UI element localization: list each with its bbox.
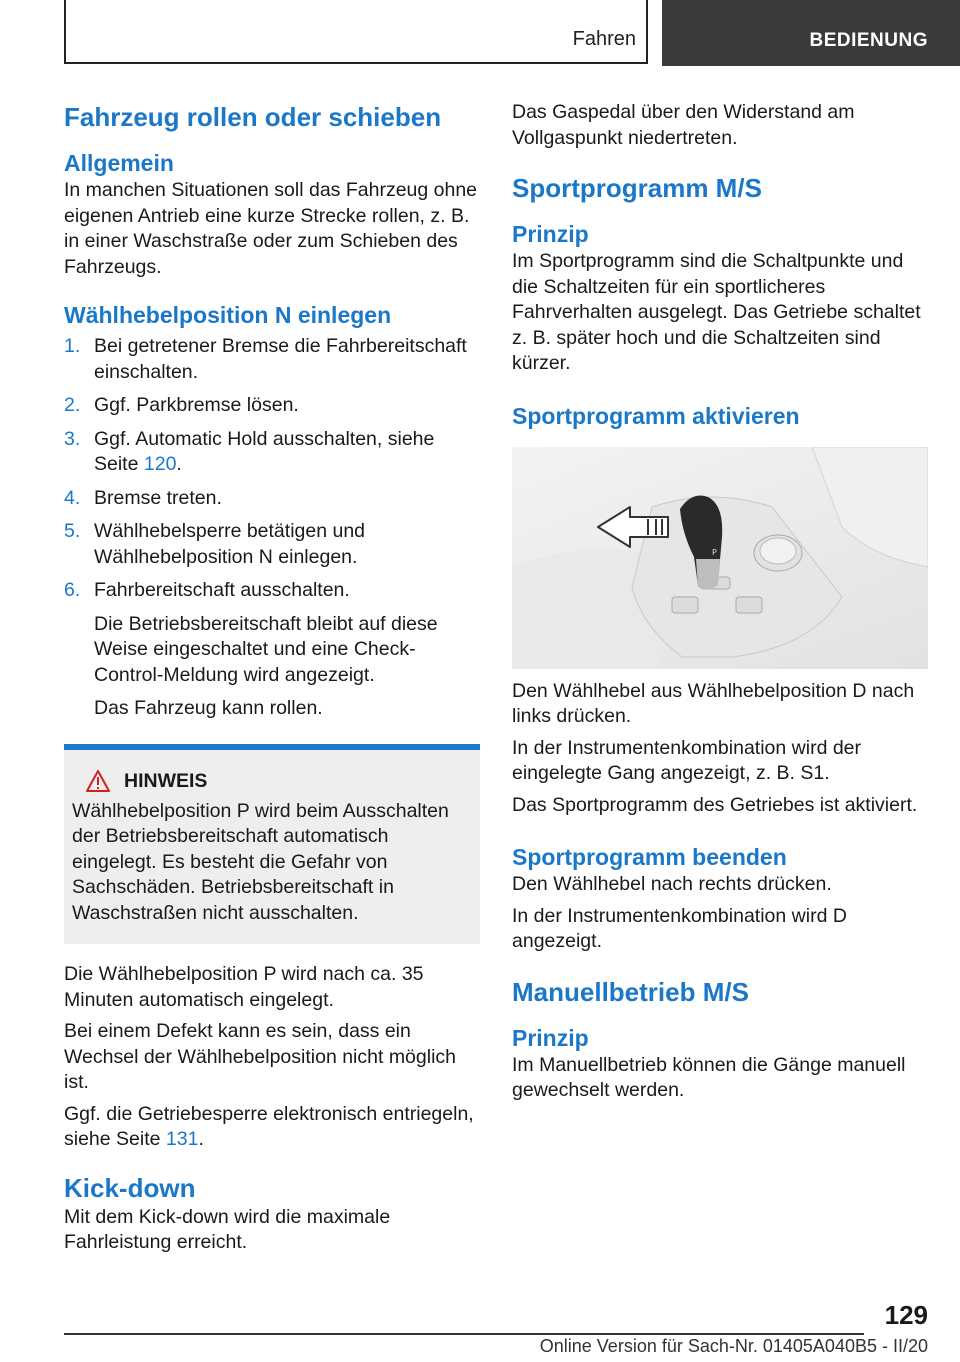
kickdown-heading: Kick-down [64,1172,196,1203]
activate-text-1: Den Wählhebel aus Wählhebelposition D nach links drücken. [512,679,915,727]
manual-text: Im Manuellbetrieb können die Gänge manuell gewechselt werden. [512,1053,906,1101]
steps-list [64,334,480,722]
intro-text: Das Gaspedal über den Widerstand am Vollgaspunkt niedertreten. [512,101,855,149]
list-item: 3. Ggf. Automatic Hold ausschalten, siehe Seite 120. [64,427,435,475]
gear-label: P [712,547,717,557]
list-item: 2. Ggf. Parkbremse lösen. [64,394,299,416]
activate-heading: Sportprogramm aktivieren [512,402,800,429]
page-link-120[interactable]: 120 [143,453,177,475]
notice-box [64,744,480,945]
step6-note: Die Betriebsbereitschaft bleibt auf diese Weise eingeschaltet und eine Check-Control-Meldung wird angezeigt. [94,612,438,686]
end-text-2: In der Instrumentenkombination wird D angezeigt. [512,904,847,952]
list-item: 6. Fahrbereitschaft ausschalten. Die Betriebsbereitschaft bleibt auf diese Weise eingeschaltet und eine Check-Control-Meldung wird angezeigt. Das Fahrzeug kann rollen. [64,578,480,722]
list-item: 4. Bremse treten. [64,486,222,509]
left-column [64,100,480,1256]
gear-selector-image [512,447,928,669]
defect-text: Bei einem Defekt kann es sein, dass ein Wechsel der Wählhebelposition nicht möglich ist. [64,1020,457,1093]
list-item: 1. Bei getretener Bremse die Fahrbereitschaft einschalten. [64,335,467,383]
principle-heading: Prinzip [512,221,589,247]
step6-note-2: Das Fahrzeug kann rollen. [94,697,323,719]
sport-heading: Sportprogramm M/S [512,173,762,203]
end-heading: Sportprogramm beenden [512,844,787,870]
activate-text-3: Das Sportprogramm des Getriebes ist aktiviert. [512,793,918,816]
warning-icon [86,770,110,792]
page-number: 129 [884,1300,928,1330]
general-heading: Allgemein [64,150,174,176]
notice-title: HINWEIS [124,769,208,792]
kickdown-text: Mit dem Kick-down wird die maximale Fahrleistung erreicht. [64,1205,391,1253]
section-title: Fahren [572,28,636,50]
auto-park-text: Die Wählhebelposition P wird nach ca. 35 Minuten automatisch eingelegt. [64,963,424,1011]
footer-version: Online Version für Sach-Nr. 01405A040B5 - II/20 [539,1336,928,1356]
list-item: 5. Wählhebelsperre betätigen und Wählhebelposition N einlegen. [64,520,366,568]
page-link-131[interactable]: 131 [165,1128,199,1150]
right-column [512,100,928,1104]
gear-selector-illustration [512,447,928,669]
notice-text: Wählhebelposition P wird beim Ausschalten der Betriebsbereitschaft automatisch eingelegt. Es besteht die Gefahr von Sachschäden. Betriebsbereitschaft in Waschstraßen nicht ausschalten. [72,799,449,924]
footer-divider [64,1333,864,1335]
neutral-heading: Wählhebelposition N einlegen [64,302,392,328]
chapter-tab[interactable]: BEDIENUNG [662,0,960,66]
principle-text: Im Sportprogramm sind die Schaltpunkte und die Schaltzeiten für ein sportlicheres Fahrverhalten ausgelegt. Das Getriebe schaltet z. B. später hoch und die Schaltzeiten sind kürzer. [512,250,921,374]
manual-principle-heading: Prinzip [512,1024,589,1051]
activate-text-2: In der Instrumentenkombination wird der eingelegte Gang angezeigt, z. B. S1. [512,736,862,784]
manual-heading: Manuellbetrieb M/S [512,976,749,1007]
roll-push-heading: Fahrzeug rollen oder schieben [64,102,442,132]
general-text: In manchen Situationen soll das Fahrzeug ohne eigenen Antrieb eine kurze Strecke rollen, z. B. in einer Waschstraße oder zum Schieben des Fahrzeugs. [64,179,478,278]
unlock-text: Ggf. die Getriebesperre elektronisch entriegeln, siehe Seite 131. [64,1102,474,1150]
end-text-1: Den Wählhebel nach rechts drücken. [512,873,832,895]
